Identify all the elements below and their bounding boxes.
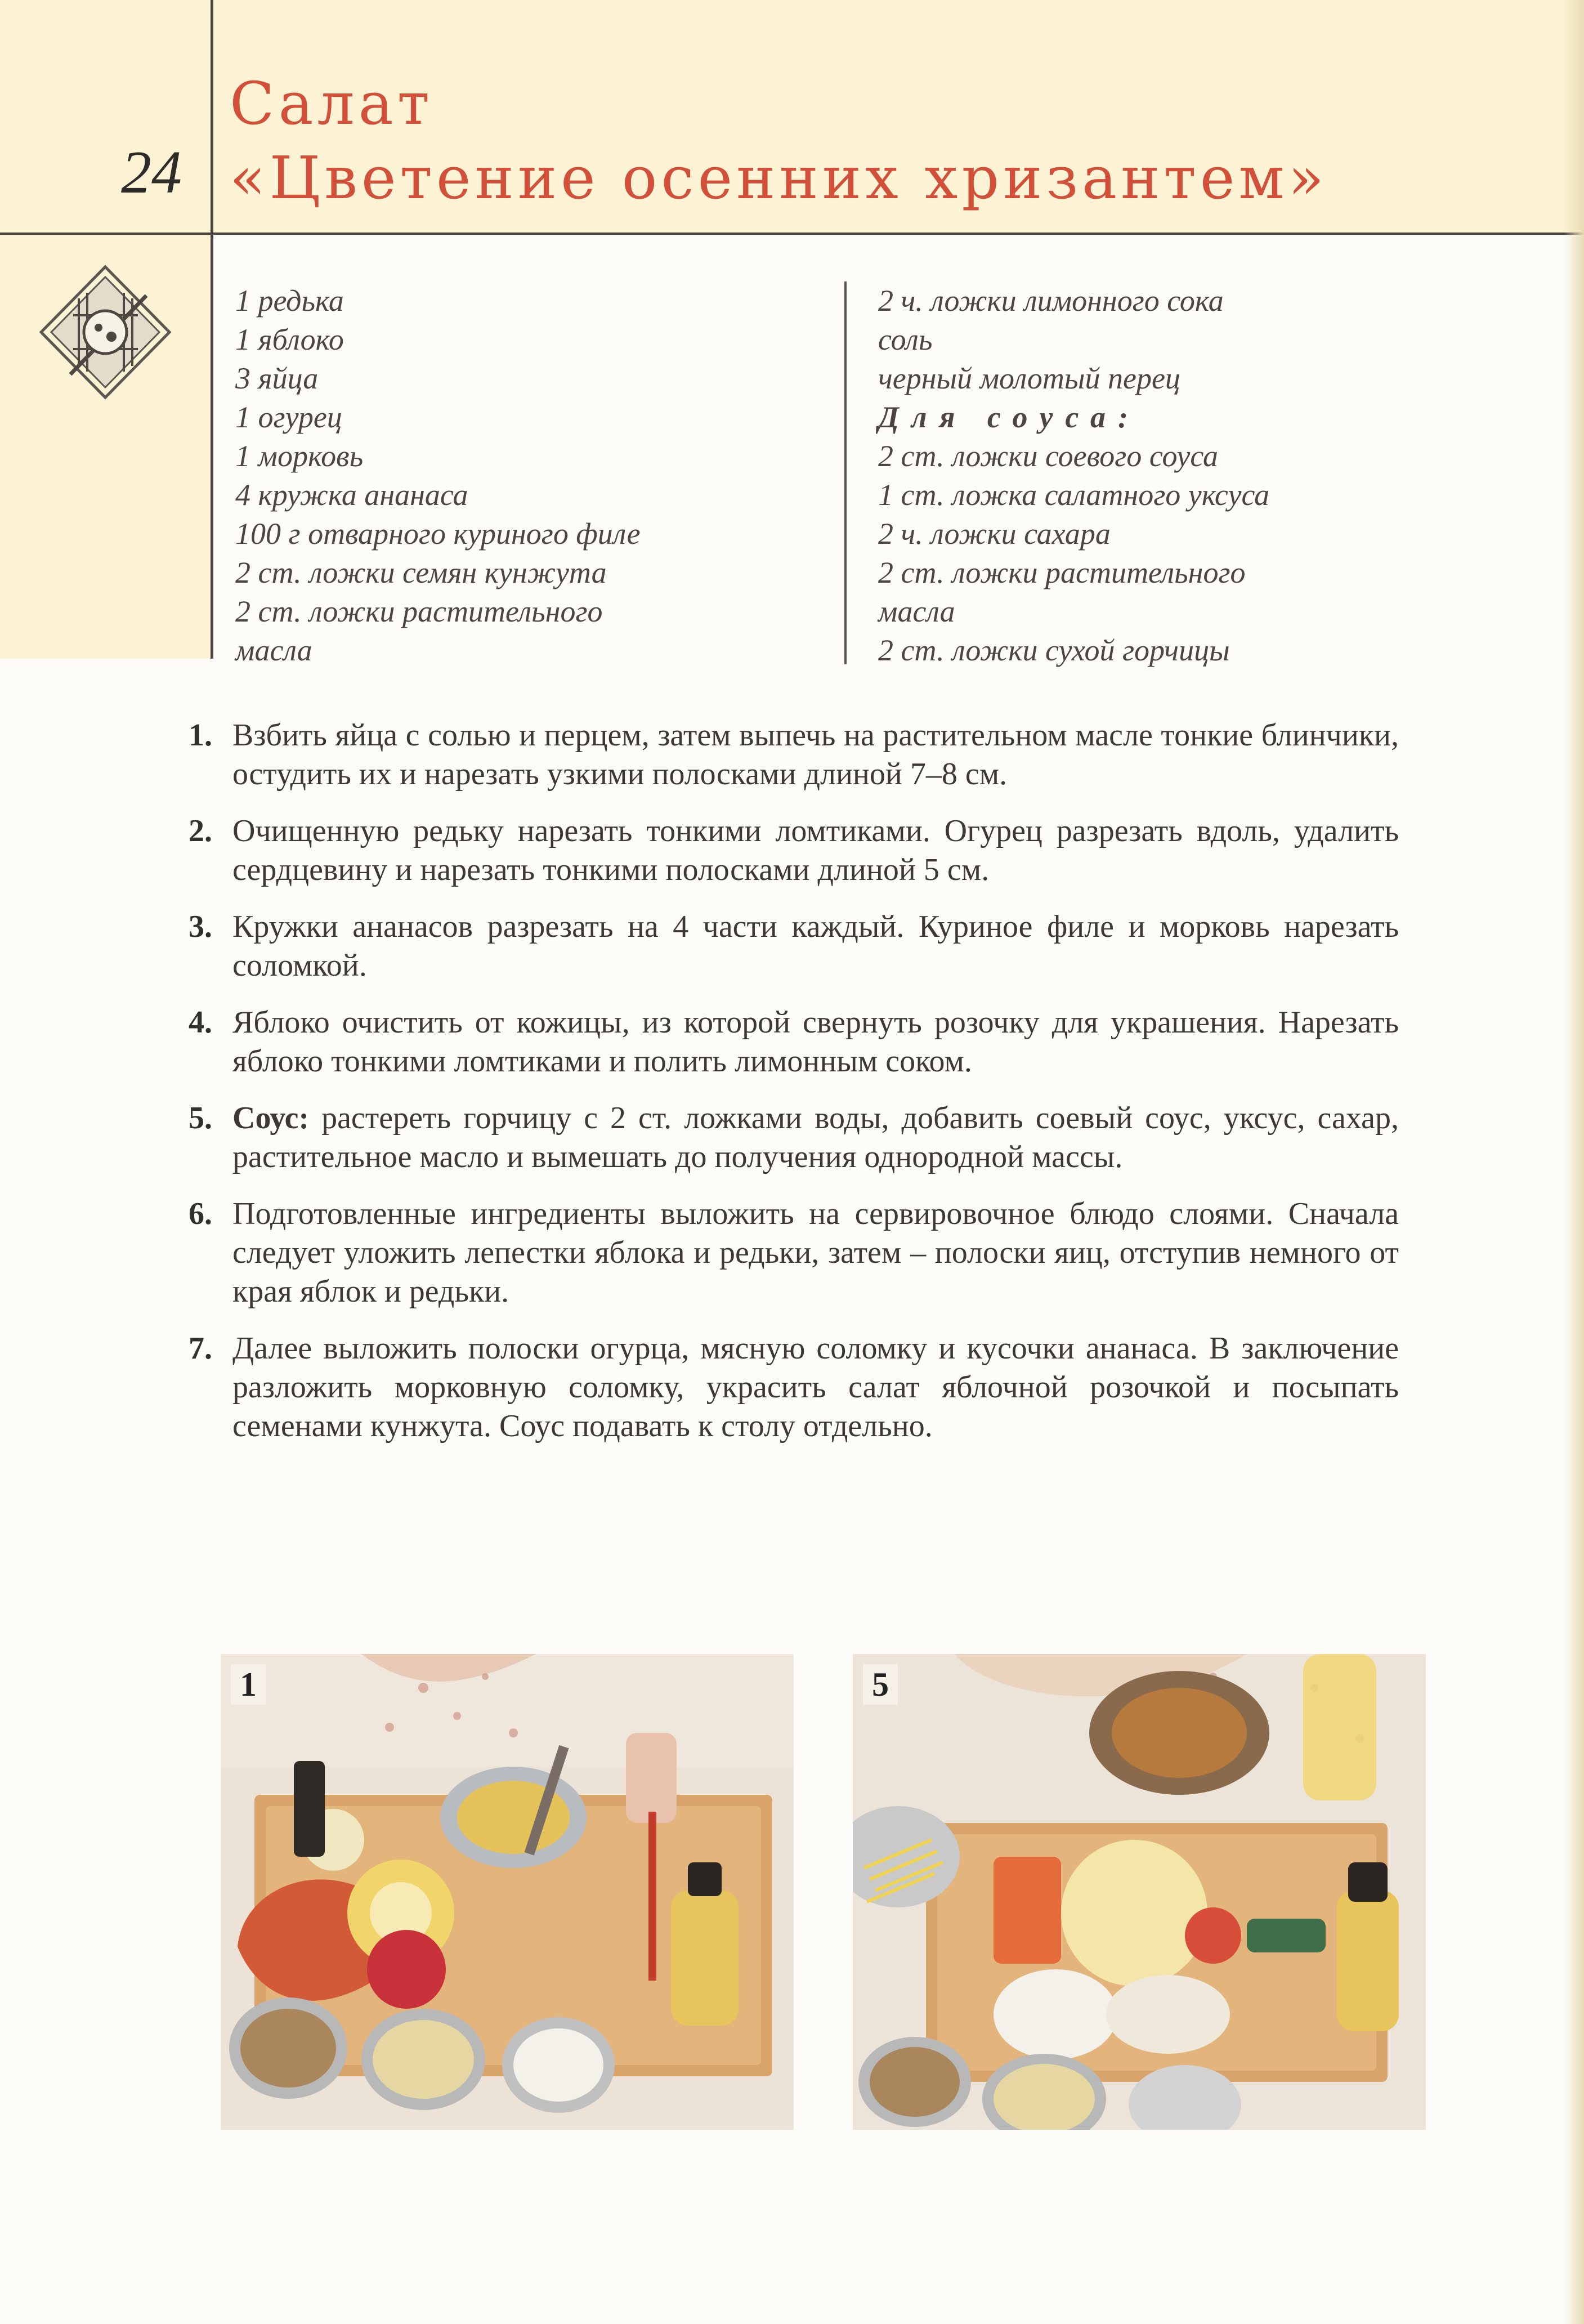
step-item [189, 1099, 1399, 1177]
step-item [189, 1195, 1399, 1311]
sauce-ingredient: 1 ст. ложка салатного уксуса [878, 478, 1270, 512]
ingredients-list-extra [878, 281, 1269, 670]
photo-1-label: 1 [231, 1664, 266, 1705]
step-number: 1. [189, 718, 212, 753]
ingredient-item: соль [878, 323, 933, 356]
step-bold-lead: Соус: [232, 1101, 310, 1136]
step-number: 6. [189, 1196, 212, 1231]
ingredient-item: масла [235, 633, 312, 667]
ingredients-column-divider [844, 281, 847, 664]
recipe-steps [189, 716, 1399, 1464]
step-text: Кружки ананасов разрезать на 4 части каждый. Куриное филе и морковь нарезать соломкой. [232, 909, 1399, 983]
step-number: 7. [189, 1331, 212, 1366]
step-item [189, 1329, 1399, 1446]
ingredient-item: 1 огурец [235, 400, 342, 434]
ingredient-item: 100 г отварного куриного филе [235, 517, 641, 551]
step-text: Взбить яйца с солью и перцем, затем выпечь на растительном масле тонкие блинчики, остудить их и нарезать узкими полосками длиной 7–8 см. [232, 718, 1399, 792]
step-item [189, 812, 1399, 890]
step-item [189, 716, 1399, 794]
ingredient-item: 3 яйца [235, 361, 319, 395]
salad-emblem-icon [39, 265, 172, 400]
page-number: 24 [121, 139, 182, 206]
recipe-title [230, 66, 1328, 215]
step-number: 4. [189, 1005, 212, 1040]
ingredients-list-main [235, 281, 641, 670]
step-photo-5 [853, 1654, 1426, 2130]
step-text: Подготовленные ингредиенты выложить на сервировочное блюдо слоями. Сначала следует уложить лепестки яблока и редьки, затем – полоски яиц, отступив немного от края яблок и редьки. [232, 1196, 1399, 1309]
step-item [189, 908, 1399, 985]
step-text: растереть горчицу с 2 ст. ложками воды, добавить соевый соус, уксус, сахар, растительное масло и вымешать до получения однородной массы. [232, 1101, 1399, 1174]
photo-5-label: 5 [863, 1664, 898, 1705]
photo-1-illustration [221, 1654, 794, 2130]
vertical-rule [211, 0, 213, 659]
sauce-ingredient: 2 ст. ложки растительного [878, 556, 1246, 589]
step-number: 2. [189, 814, 212, 848]
sauce-ingredient: масла [878, 595, 955, 628]
title-line-2: «Цветение осенних хризантем» [230, 144, 1328, 212]
ingredient-item: 2 ст. ложки семян кунжута [235, 556, 607, 589]
step-number: 3. [189, 909, 212, 944]
step-text: Далее выложить полоски огурца, мясную соломку и кусочки ананаса. В заключение разложить морковную соломку, украсить салат яблочной розочкой и посыпать семенами кунжута. Соус подавать к столу отдельно. [232, 1331, 1399, 1443]
ingredient-item: 4 кружка ананаса [235, 478, 468, 512]
step-text: Яблоко очистить от кожицы, из которой свернуть розочку для украшения. Нарезать яблоко тонкими ломтиками и полить лимонным соком. [232, 1005, 1399, 1079]
sauce-ingredient: 2 ч. ложки сахара [878, 517, 1111, 551]
step-photo-1 [221, 1654, 794, 2130]
page-edge-shadow [1564, 0, 1584, 2324]
ingredient-item: 1 редька [235, 284, 344, 318]
sauce-heading: Для соуса: [878, 400, 1140, 434]
ingredient-item: 2 ст. ложки растительного [235, 595, 603, 628]
ingredient-item: 1 морковь [235, 439, 364, 473]
title-line-1: Салат [230, 69, 434, 138]
ingredient-item: черный молотый перец [878, 361, 1180, 395]
photo-5-illustration [853, 1654, 1426, 2130]
sauce-ingredient: 2 ст. ложки соевого соуса [878, 439, 1218, 473]
ingredient-item: 2 ч. ложки лимонного сока [878, 284, 1224, 318]
horizontal-rule [0, 233, 1584, 235]
sauce-ingredient: 2 ст. ложки сухой горчицы [878, 633, 1230, 667]
ingredient-item: 1 яблоко [235, 323, 344, 356]
step-text: Очищенную редьку нарезать тонкими ломтиками. Огурец разрезать вдоль, удалить сердцевину и нарезать тонкими полосками длиной 5 см. [232, 814, 1399, 887]
step-number: 5. [189, 1101, 212, 1136]
step-item [189, 1003, 1399, 1081]
